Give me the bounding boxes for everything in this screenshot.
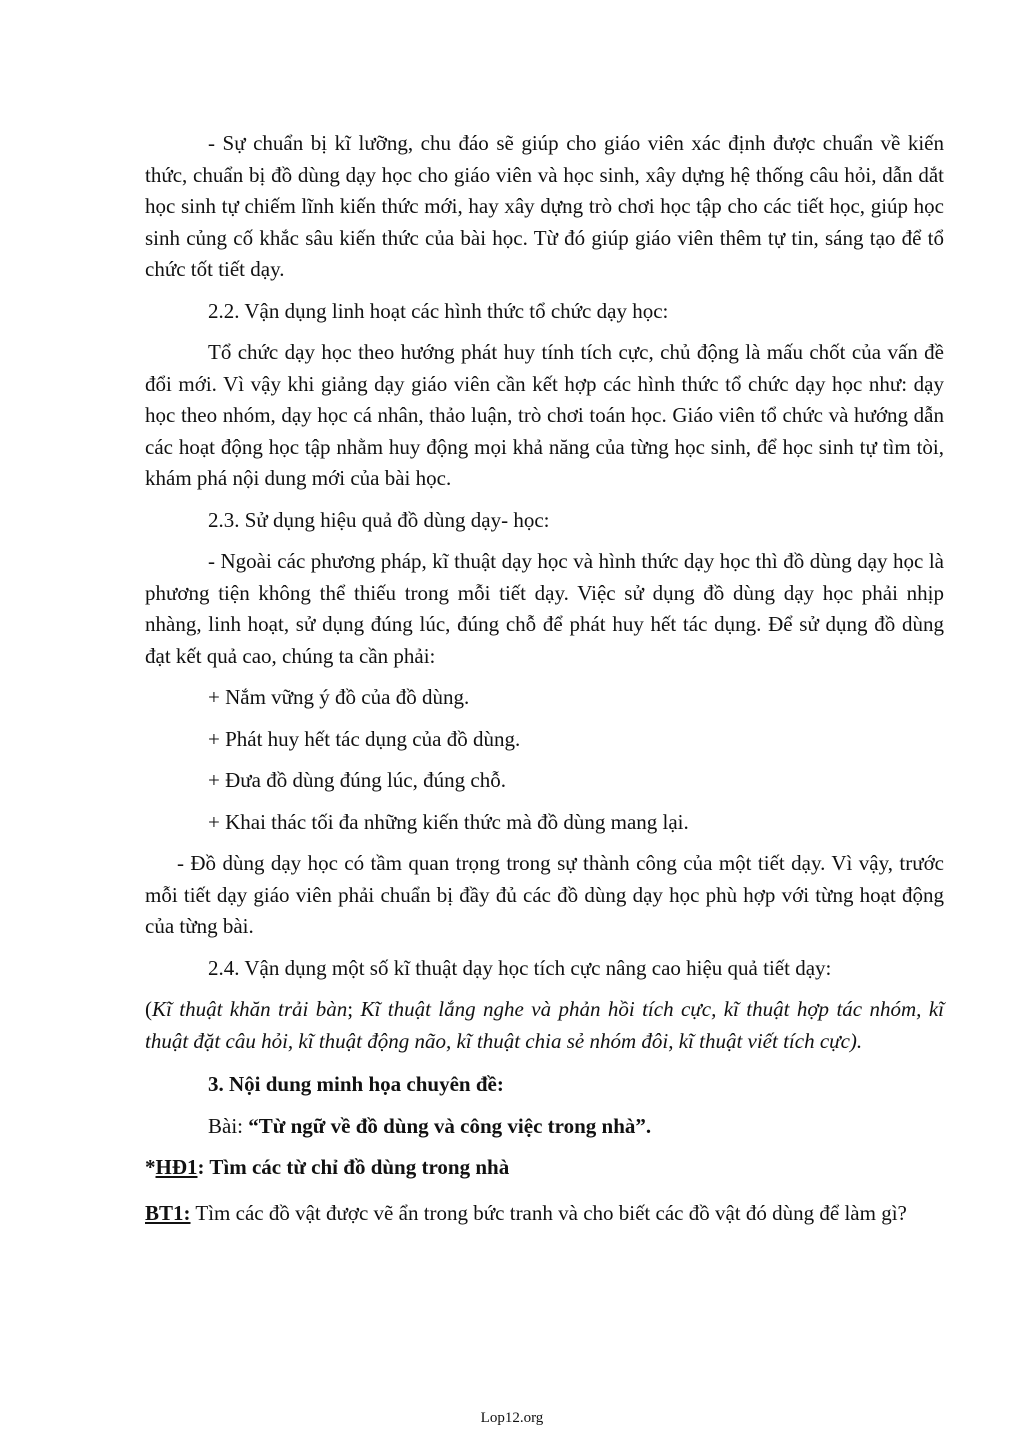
paragraph-preparation: - Sự chuẩn bị kĩ lưỡng, chu đáo sẽ giúp cho giáo viên xác định được chuẩn về kiến thức, chuẩn bị đồ dùng dạy học cho giáo viên và học sinh, xây dựng hệ thống câu hỏi, dẫn dắt học sinh tự chiếm lĩnh kiến thức mới, hay xây dựng trò chơi học tập cho các tiết học, giúp học sinh củng cố khắc sâu kiến thức của bài học. Từ đó giúp giáo viên thêm tự tin, sáng tạo để tổ chức tốt tiết dạy. [145, 131, 944, 281]
bullet-item: + Nắm vững ý đồ của đồ dùng. [208, 685, 470, 709]
paragraph-teaching-forms: Tổ chức dạy học theo hướng phát huy tính tích cực, chủ động là mấu chốt của vấn đề đổi mới. Vì vậy khi giảng dạy giáo viên cần kết hợp các hình thức tổ chức dạy học như: dạy học theo nhóm, dạy học cá nhân, thảo luận, trò chơi toán học. Giáo viên tổ chức và hướng dẫn các hoạt động học tập nhằm huy động mọi khả năng của từng học sinh, để học sinh tự tìm tòi, khám phá nội dung mới của bài học. [145, 340, 944, 490]
paragraph-importance: - Đồ dùng dạy học có tầm quan trọng trong sự thành công của một tiết dạy. Vì vậy, trước mỗi tiết dạy giáo viên phải chuẩn bị đầy đủ các đồ dùng dạy học phù hợp với từng hoạt động của từng bài. [145, 851, 944, 938]
activity-hd1 [145, 1152, 944, 1184]
technique-list: Kĩ thuật lắng nghe và phản hồi tích cực, kĩ thuật hợp tác nhóm, kĩ thuật đặt câu hỏi, kĩ thuật động não, kĩ thuật chia sẻ nhóm đôi, kĩ thuật viết tích cực). [145, 997, 944, 1053]
exercise-code: BT1: [145, 1200, 191, 1225]
separator: ; [347, 997, 361, 1021]
heading-2-2: 2.2. Vận dụng linh hoạt các hình thức tổ chức dạy học: [208, 298, 669, 323]
exercise-text: Tìm các đồ vật được vẽ ẩn trong bức tranh và cho biết các đồ vật đó dùng để làm gì? [190, 1200, 907, 1225]
bullet-item: + Phát huy hết tác dụng của đồ dùng. [208, 726, 521, 751]
activity-star: * [145, 1155, 156, 1179]
paragraph-teaching-aids: - Ngoài các phương pháp, kĩ thuật dạy học và hình thức dạy học thì đồ dùng dạy học là phương tiện không thể thiếu trong mỗi tiết dạy. Việc sử dụng đồ dùng dạy học phải nhịp nhàng, linh hoạt, sử dụng đúng lúc, đúng chỗ để phát huy hết tác dụng. Để sử dụng đồ dùng đạt kết quả cao, chúng ta cần phải: [145, 549, 944, 668]
technique-tablecloth: Kĩ thuật khăn trải bàn [152, 997, 348, 1021]
paren-open: ( [145, 997, 152, 1021]
activity-code: HĐ1 [155, 1155, 198, 1179]
page-footer: Lop12.org [480, 1410, 544, 1426]
exercise-bt1 [145, 1198, 944, 1230]
bullet-item: + Khai thác tối đa những kiến thức mà đồ dùng mang lại. [208, 809, 689, 834]
heading-3: 3. Nội dung minh họa chuyên đề: [208, 1072, 504, 1096]
lesson-prefix: Bài: [208, 1113, 249, 1138]
lesson-line [145, 1111, 944, 1143]
document-body [145, 128, 944, 1229]
heading-2-3: 2.3. Sử dụng hiệu quả đồ dùng dạy- học: [208, 507, 550, 532]
heading-2-4: 2.4. Vận dụng một số kĩ thuật dạy học tích cực nâng cao hiệu quả tiết dạy: [208, 955, 832, 980]
paragraph-techniques [145, 994, 944, 1057]
activity-text: : Tìm các từ chỉ đồ dùng trong nhà [197, 1155, 510, 1179]
lesson-title: “Từ ngữ về đồ dùng và công việc trong nhà”. [248, 1113, 652, 1138]
bullet-item: + Đưa đồ dùng đúng lúc, đúng chỗ. [208, 768, 506, 792]
